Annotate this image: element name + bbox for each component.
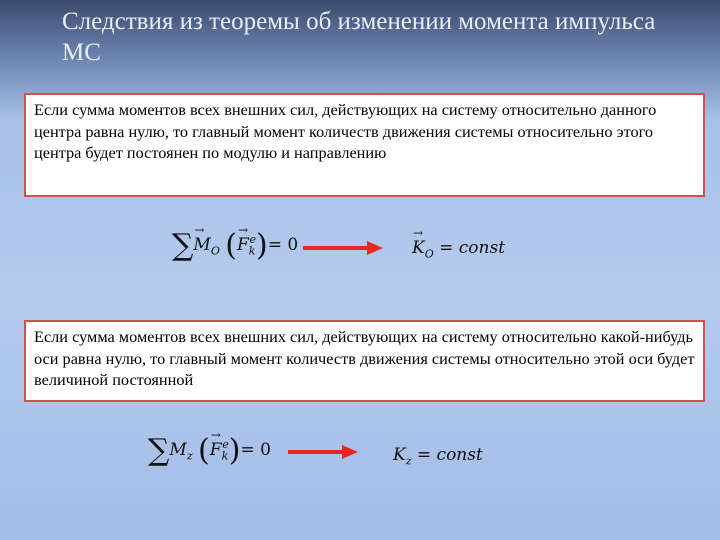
force-symbol: → F: [209, 428, 222, 460]
equals-zero: = 0: [240, 440, 271, 460]
equals-const: = const: [416, 445, 483, 465]
momentum-symbol: → K: [412, 226, 425, 258]
formula-moment-axis: [148, 428, 271, 468]
force-superscript: e: [222, 438, 229, 452]
close-paren: ): [255, 228, 268, 263]
moment-subscript: O: [210, 244, 220, 258]
formula-momentum-center: [412, 226, 506, 261]
sum-symbol: ∑: [148, 433, 170, 468]
moment-symbol: → M: [193, 223, 211, 255]
equals-zero: = 0: [267, 235, 299, 255]
force-subscript: k: [221, 449, 229, 463]
open-paren: (: [198, 433, 210, 468]
force-symbol: → F: [237, 223, 249, 255]
force-superscript: e: [249, 233, 256, 247]
momentum-symbol: K: [393, 445, 406, 465]
statement-box-center: [24, 93, 705, 197]
momentum-subscript: O: [424, 247, 434, 261]
moment-subscript: z: [186, 449, 193, 463]
implication-arrow: [303, 241, 383, 255]
momentum-subscript: z: [405, 454, 412, 468]
statement-text-axis: Если сумма моментов всех внешних сил, действующих на систему относительно какой-нибудь оси равна нулю, то главный момент количеств движения системы относительно этой оси будет величиной постоянной: [34, 327, 695, 389]
force-subscript: k: [248, 244, 256, 258]
statement-text-center: Если сумма моментов всех внешних сил, действующих на систему относительно данного центра равна нулю, то главный момент количеств движения системы относительно этого центра будет постоянен по модулю и направлению: [34, 100, 657, 162]
slide-title: Следствия из теоремы об изменении момента импульса МС: [62, 8, 656, 66]
sum-symbol: ∑: [172, 228, 194, 263]
moment-symbol: M: [169, 440, 187, 460]
equals-const: = const: [439, 238, 506, 258]
implication-arrow: [288, 445, 358, 459]
formula-momentum-axis: [393, 445, 483, 467]
close-paren: ): [228, 433, 241, 468]
open-paren: (: [225, 228, 237, 263]
formula-moment-center: [172, 223, 299, 263]
statement-box-axis: [24, 320, 705, 402]
